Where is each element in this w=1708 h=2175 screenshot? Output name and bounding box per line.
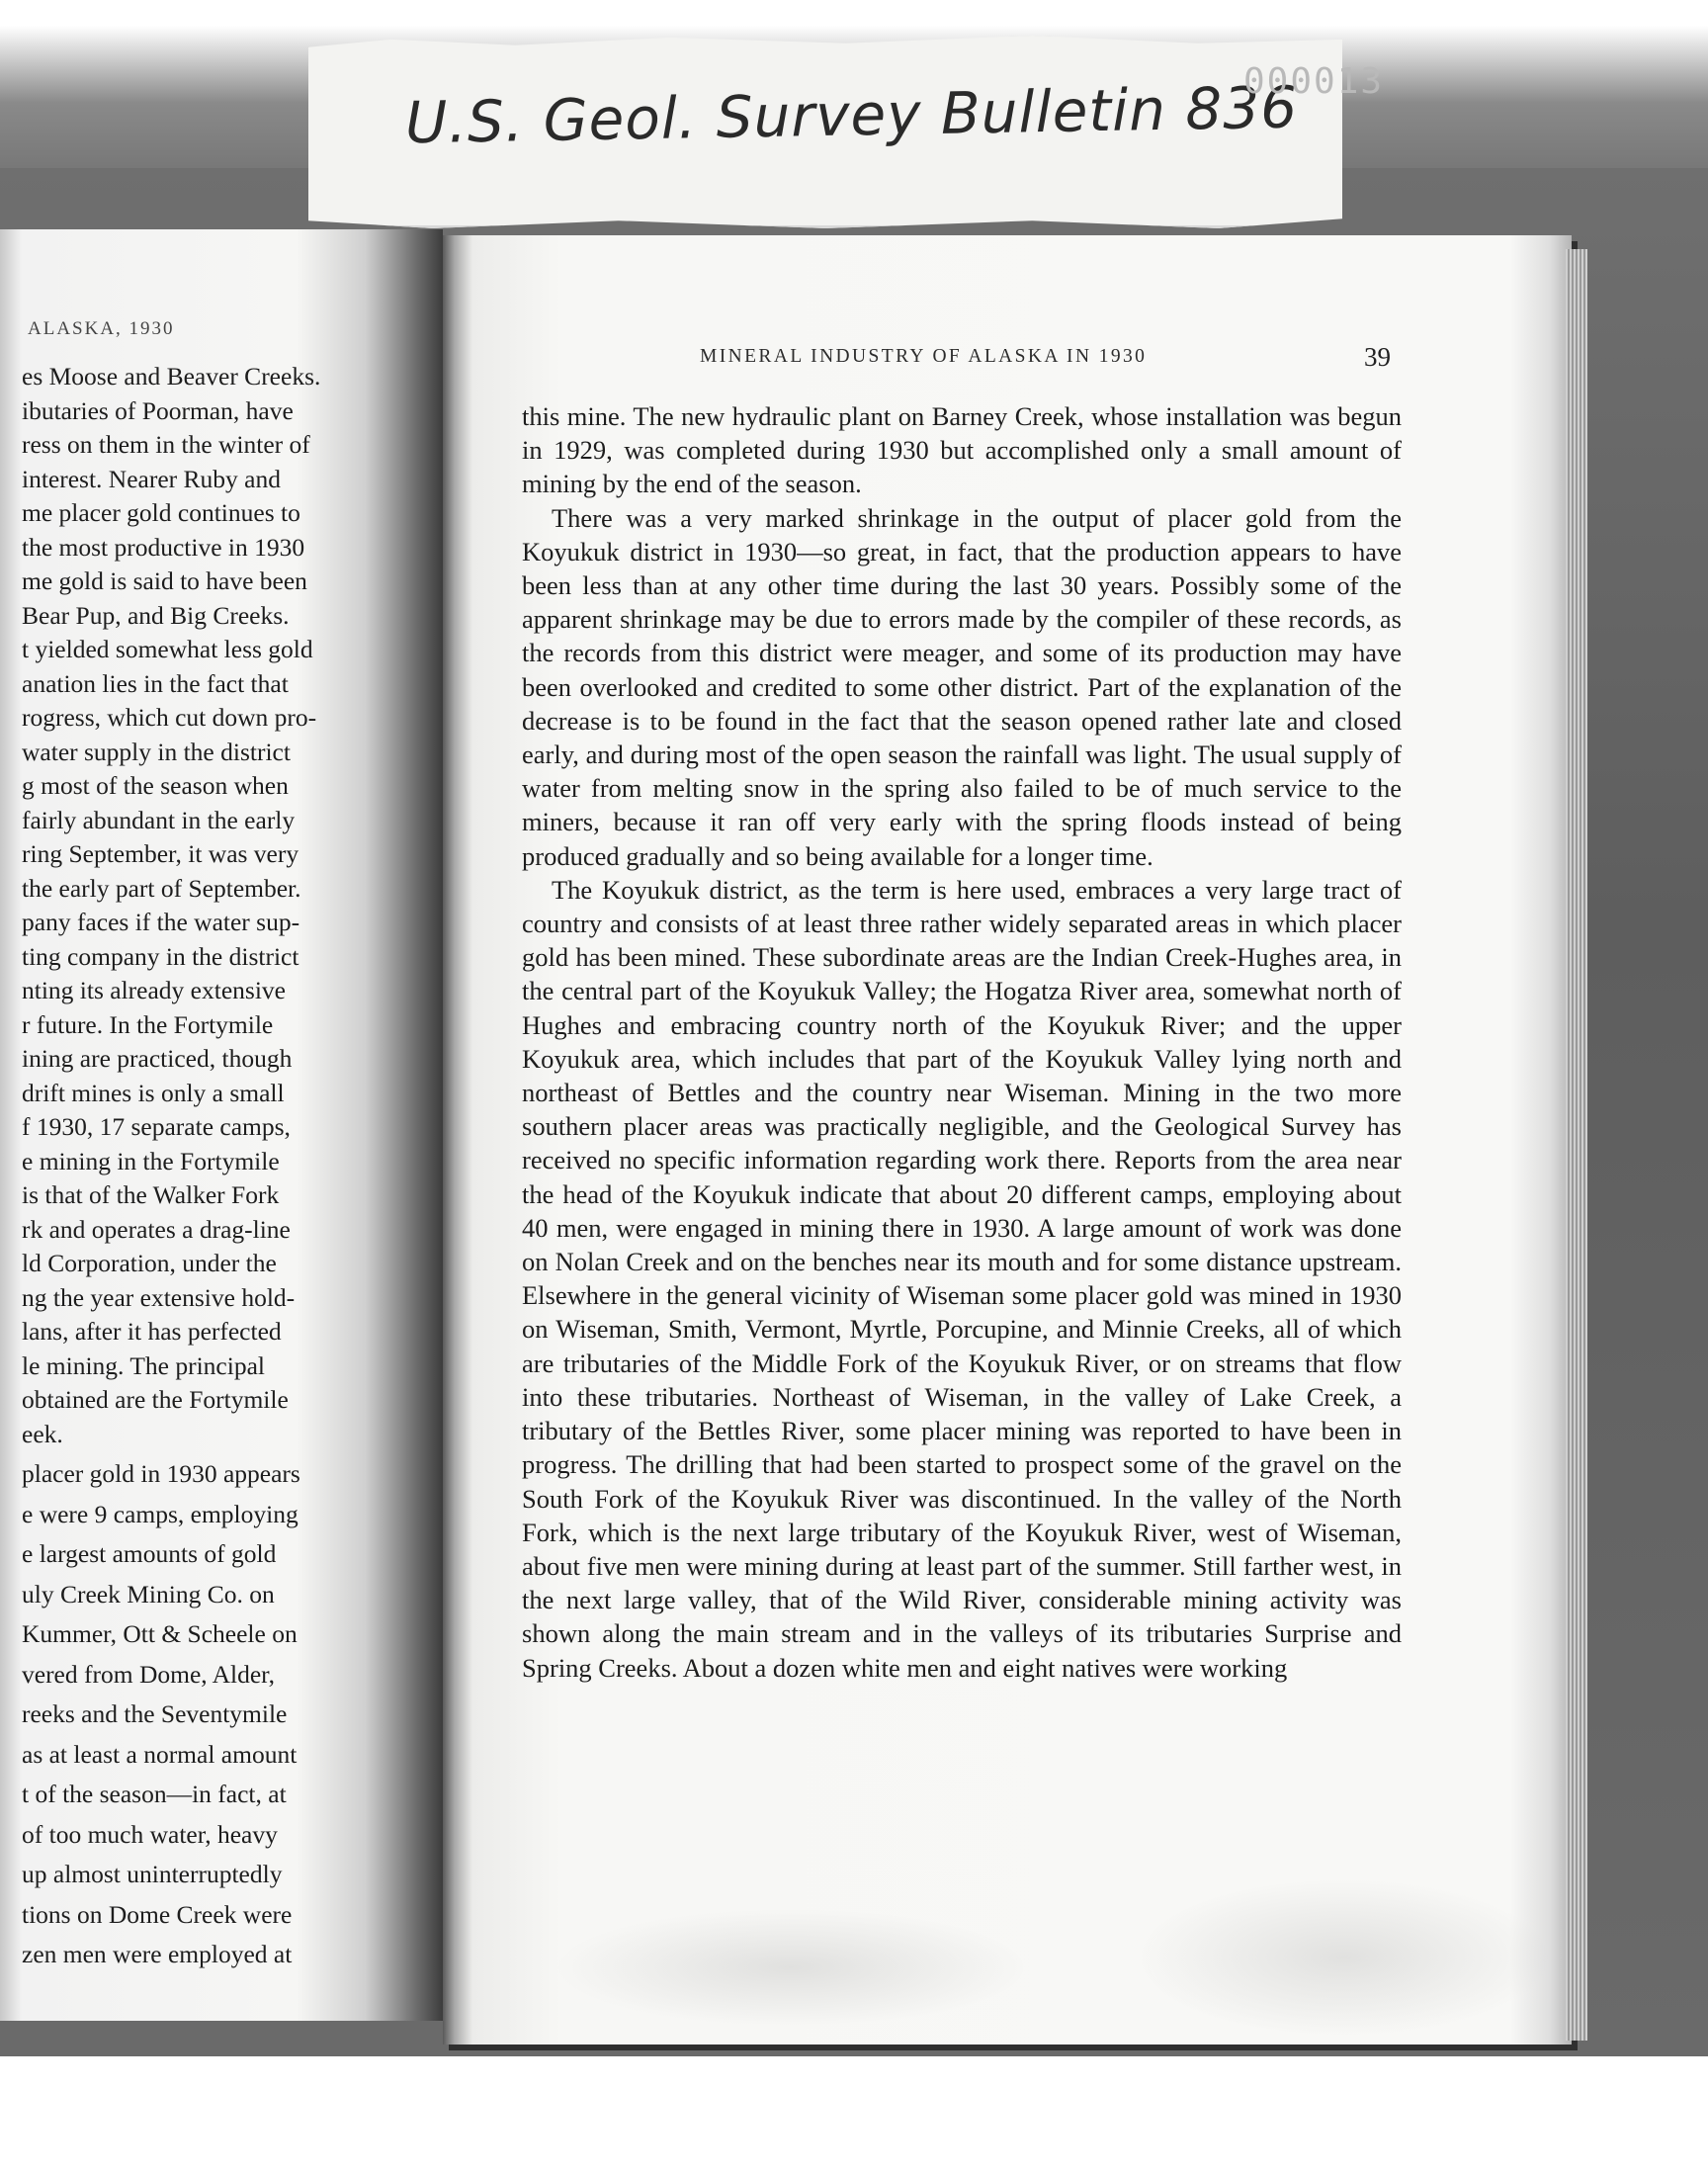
left-page-line: rk and operates a drag-line bbox=[22, 1214, 291, 1244]
left-page-line: ng the year extensive hold- bbox=[22, 1282, 296, 1312]
handwritten-label: U.S. Geol. Survey Bulletin 836 bbox=[404, 73, 1299, 157]
left-page-line: tions on Dome Creek were bbox=[22, 1899, 293, 1929]
left-page-line: pany faces if the water sup- bbox=[22, 908, 300, 936]
scan-smudge bbox=[554, 1908, 1028, 2027]
left-page-line: as at least a normal amount bbox=[22, 1739, 298, 1769]
left-page-text bbox=[22, 360, 397, 1972]
left-page-line: Kummer, Ott & Scheele on bbox=[22, 1619, 298, 1648]
stamp-number: 000013 bbox=[1243, 61, 1385, 102]
left-page-line: me gold is said to have been bbox=[22, 566, 307, 595]
body-text bbox=[522, 399, 1402, 1685]
scan-smudge bbox=[1137, 1878, 1552, 2037]
left-page-line: r future. In the Fortymile bbox=[22, 1009, 274, 1039]
paragraph: this mine. The new hydraulic plant on Barney Creek, whose installation was begun in 1929, was completed during 1930 but accomplished only a small amount of mining by the end of the season. bbox=[522, 401, 1402, 499]
left-page-line: Bear Pup, and Big Creeks. bbox=[22, 600, 290, 630]
left-page-line: fairly abundant in the early bbox=[22, 805, 296, 834]
left-page-line: le mining. The principal bbox=[22, 1350, 265, 1380]
left-page-line: t of the season—in fact, at bbox=[22, 1780, 287, 1808]
left-page-line: f 1930, 17 separate camps, bbox=[22, 1112, 291, 1141]
left-page-line: e largest amounts of gold bbox=[22, 1539, 277, 1568]
left-page-header: ALASKA, 1930 bbox=[28, 318, 175, 339]
left-page-line: obtained are the Fortymile bbox=[22, 1385, 289, 1414]
left-page-line: of too much water, heavy bbox=[22, 1819, 278, 1849]
left-page-line: anation lies in the fact that bbox=[22, 668, 289, 698]
left-page-line: placer gold in 1930 appears bbox=[22, 1459, 300, 1488]
page-edges bbox=[1566, 249, 1587, 2041]
left-page-line: reeks and the Seventymile bbox=[22, 1699, 288, 1728]
left-page-line: drift mines is only a small bbox=[22, 1078, 285, 1107]
left-page-line: eek. bbox=[22, 1419, 63, 1448]
left-page-line: nting its already extensive bbox=[22, 976, 286, 1004]
left-page-line: es Moose and Beaver Creeks. bbox=[22, 362, 321, 391]
left-page-line: vered from Dome, Alder, bbox=[22, 1659, 276, 1689]
left-page-line: g most of the season when bbox=[22, 771, 289, 800]
left-page-line: ting company in the district bbox=[22, 941, 299, 971]
left-page-line: interest. Nearer Ruby and bbox=[22, 464, 281, 493]
left-page-line: ibutaries of Poorman, have bbox=[22, 395, 294, 425]
left-page-line: t yielded somewhat less gold bbox=[22, 635, 313, 663]
left-page-line: lans, after it has perfected bbox=[22, 1317, 282, 1346]
left-page-line: ring September, it was very bbox=[22, 839, 299, 868]
left-page-line: uly Creek Mining Co. on bbox=[22, 1579, 275, 1609]
left-page-line: e were 9 camps, employing bbox=[22, 1499, 299, 1528]
page-number: 39 bbox=[1364, 342, 1391, 372]
left-page-line: rogress, which cut down pro- bbox=[22, 703, 317, 732]
left-page-line: zen men were employed at bbox=[22, 1940, 293, 1968]
left-page-line: e mining in the Fortymile bbox=[22, 1146, 280, 1175]
left-page-line: the most productive in 1930 bbox=[22, 532, 305, 562]
left-page-line: is that of the Walker Fork bbox=[22, 1180, 280, 1209]
left-page-line: water supply in the district bbox=[22, 737, 291, 766]
left-page-line: me placer gold continues to bbox=[22, 498, 300, 527]
running-head: MINERAL INDUSTRY OF ALASKA IN 1930 bbox=[700, 346, 1148, 367]
paragraph: The Koyukuk district, as the term is here used, embraces a very large tract of country and consists of at least three rather widely separated areas in which placer gold has been mined. These subordinate areas are the Indian Creek-Hughes area, in the central part of the Koyukuk Valley; the Hogatza River area, somewhat north of Hughes and embracing country north of the Koyukuk River; and the upper Koyukuk area, which includes that part of the Koyukuk Valley lying north and northeast of Bettles and the country near Wiseman. Mining in the two more southern placer areas was practically negligible, and the Geological Survey has received no specific information regarding work there. Reports from the area near the head of the Koyukuk indicate that about 20 different camps, employing about 40 men, were engaged in mining there in 1930. A large amount of work was done on Nolan Creek and on the benches near its mouth and for some distance upstream. Elsewhere in the general vicinity of Wiseman some placer gold was mined in 1930 on Wiseman, Smith, Vermont, Myrtle, Porcupine, and Minnie Creeks, all of which are tributaries of the Middle Fork of the Koyukuk River, or on streams that flow into these tributaries. Northeast of Wiseman, in the valley of Lake Creek, a tributary of the Bettles River, some placer mining was reported to have been in progress. The drilling that had been started to prospect some of the gravel on the South Fork of the Koyukuk River was discontinued. In the valley of the North Fork, which is the next large tributary of the Koyukuk River, west of Wiseman, about five men were mining during at least part of the summer. Still farther west, in the next large valley, that of the Wild River, considerable mining activity was shown along the main stream and in the valleys of its tributaries Surprise and Spring Creeks. About a dozen white men and eight natives were working bbox=[522, 874, 1402, 1683]
left-page-line: ld Corporation, under the bbox=[22, 1249, 277, 1277]
left-page-line: ress on them in the winter of bbox=[22, 430, 310, 459]
paragraph: There was a very marked shrinkage in the output of placer gold from the Koyukuk district in 1930—so great, in fact, that the production appears to have been less than at any other time during the last 30 years. Possibly some of the apparent shrinkage may be due to errors made by the compiler of these records, as the records from this district were meager, and some of its production may have been overlooked and credited to some other district. Part of the explanation of the decrease is to be found in the fact that the season opened rather late and closed early, and during most of the open season the rainfall was light. The usual supply of water from melting snow in the spring also failed to be of much service to the miners, because it ran off very early with the spring floods instead of being produced gradually and so being available for a longer time. bbox=[522, 502, 1402, 871]
left-page-line: the early part of September. bbox=[22, 873, 301, 903]
left-page-line: ining are practiced, though bbox=[22, 1044, 293, 1073]
left-page-line: up almost uninterruptedly bbox=[22, 1860, 283, 1888]
